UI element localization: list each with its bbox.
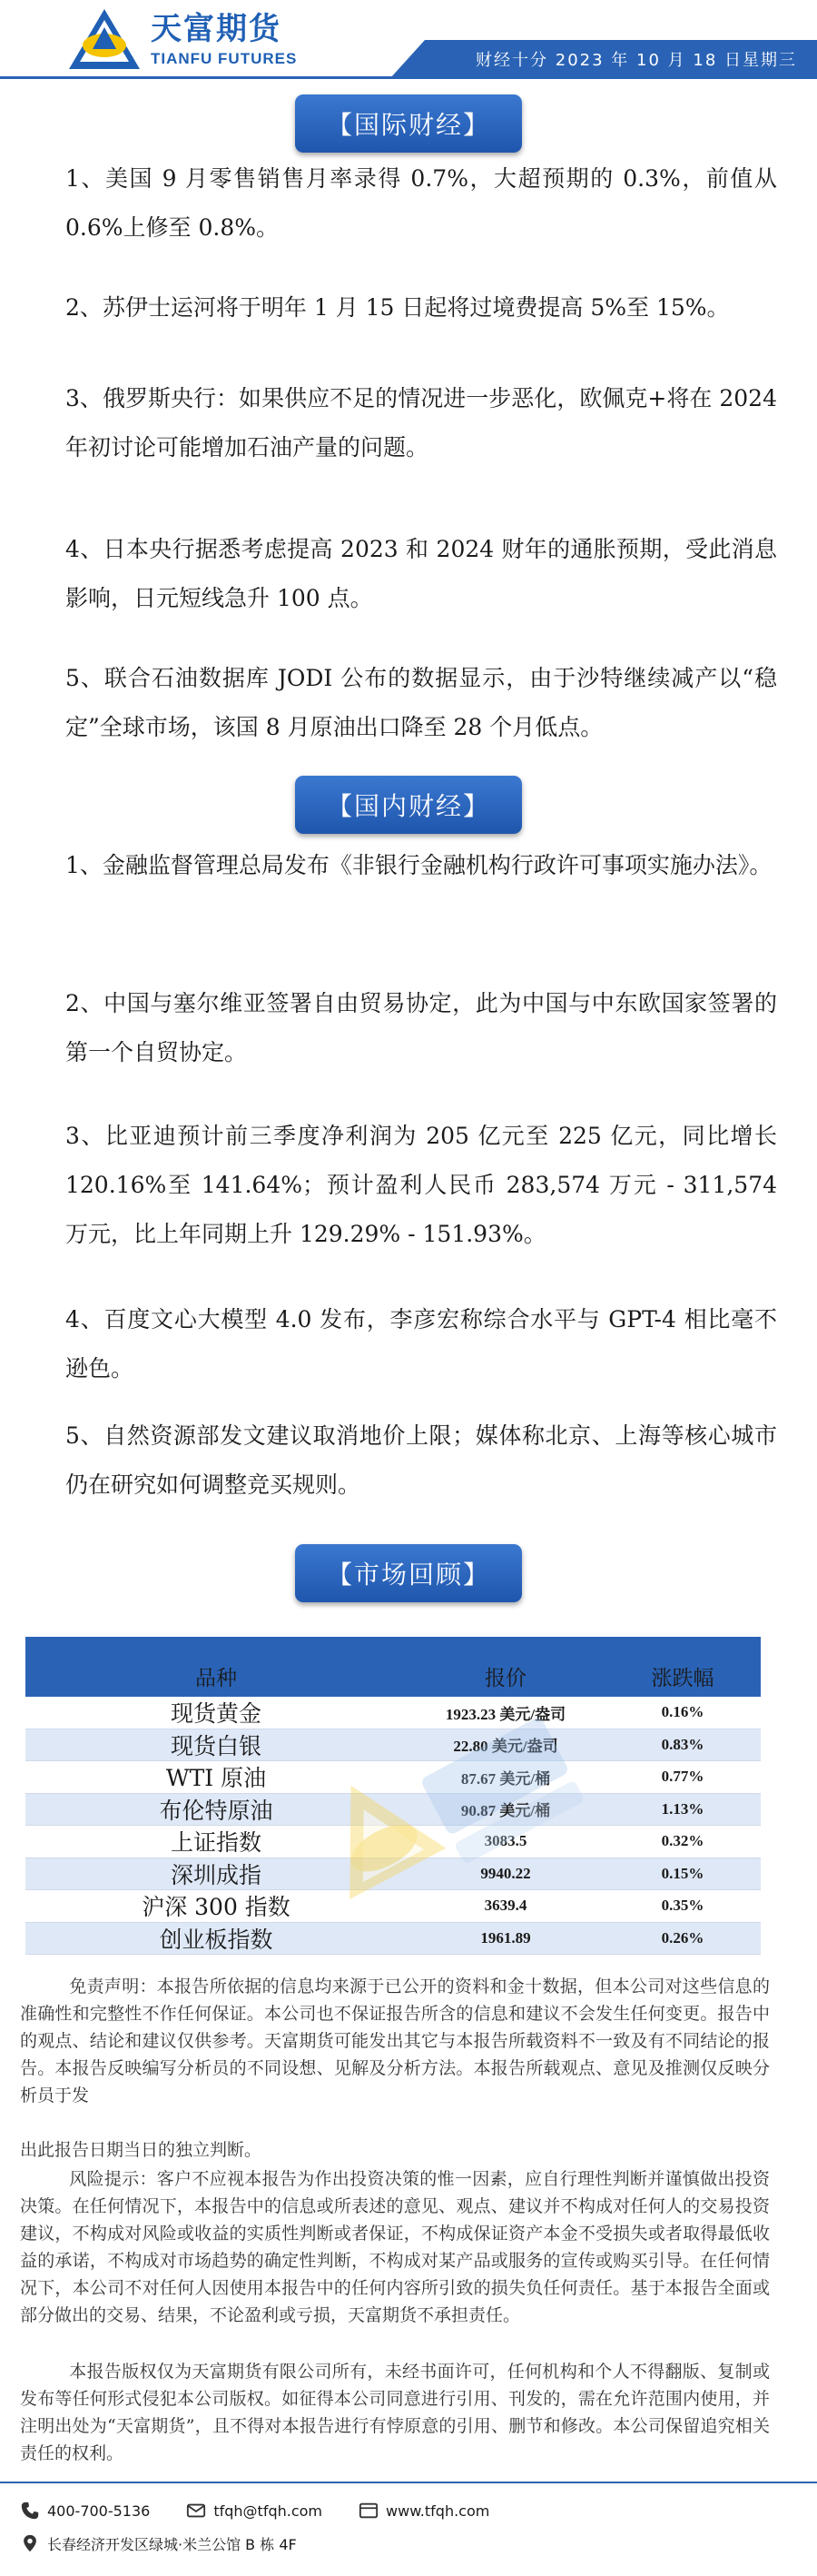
section-title-market: 【市场回顾】 [295, 1544, 522, 1602]
tianfu-logo-icon [65, 5, 143, 73]
row-change: 0.83% [661, 1735, 704, 1753]
header-divider [0, 76, 817, 79]
report-header [0, 0, 817, 78]
row-name: 创业板指数 [159, 1926, 273, 1953]
row-price: 87.67 美元/桶 [460, 1769, 551, 1788]
disclaimer-tail: 出此报告日期当日的独立判断。 [20, 2140, 262, 2160]
row-change: 0.77% [661, 1768, 704, 1786]
row-price: 90.87 美元/桶 [460, 1802, 551, 1820]
brand-name-cn: 天富期货 [151, 11, 281, 47]
report-date: 财经十分 2023 年 10 月 18 日星期三 [476, 51, 797, 70]
row-name: 沪深 300 指数 [142, 1894, 290, 1921]
market-table-header [25, 1637, 761, 1697]
row-change: 1.13% [661, 1799, 704, 1818]
table-row [25, 1923, 761, 1956]
contact-footer [20, 2494, 801, 2560]
table-row [25, 1890, 761, 1923]
dom-item-2: 2、中国与塞尔维亚签署自由贸易协定，此为中国与中东欧国家签署的第一个自贸协定。 [65, 990, 777, 1065]
row-change: 0.16% [661, 1703, 704, 1721]
header-name: 品种 [195, 1667, 237, 1690]
row-name: 现货白银 [170, 1732, 261, 1759]
disclaimer-text: 免责声明：本报告所依据的信息均来源于已公开的资料和金十数据，但本公司对这些信息的准确性和完整性不作任何保证。本公司也不保证报告所含的信息和建议不会发生任何变更。报告中的观点、结论和建议仅供参考。天富期货可能发出其它与本报告所载资料不一致及有不同结论的报告。本报告反映编写分析员的不同设想、见解及分析方法。本报告所载观点、意见及推测仅反映分析员于发 [20, 1977, 770, 2105]
footer-website[interactable] [359, 2501, 489, 2521]
email-icon [186, 2501, 206, 2521]
risk-warning-text: 风险提示：客户不应视本报告为作出投资决策的惟一因素，应自行理性判断并谨慎做出投资决策。在任何情况下，本报告中的信息或所表述的意见、观点、建议并不构成对任何人的交易投资建议，不构成对风险或收益的实质性判断或者保证，不构成保证资产本金不受损失或者取得最低收益的承诺，不构成对市场趋势的确定性判断，不构成对某产品或服务的宣传或购买引导。在任何情况下，本公司不对任何人因使用本报告中的任何内容所引致的损失负任何责任。基于本报告全面或部分做出的交易、结果，不论盈利或亏损，天富期货不承担责任。 [20, 2169, 770, 2325]
row-price: 1923.23 美元/盎司 [445, 1705, 566, 1723]
intl-item-2: 2、苏伊士运河将于明年 1 月 15 日起将过境费提高 5%至 15%。 [65, 294, 730, 321]
table-row [25, 1858, 761, 1891]
dom-item-4: 4、百度文心大模型 4.0 发布，李彦宏称综合水平与 GPT-4 相比毫不逊色。 [65, 1306, 777, 1382]
dom-item-3: 3、比亚迪预计前三季度净利润为 205 亿元至 225 亿元，同比增长 120.16%至 141.64%；预计盈利人民币 283,574 万元 - 311,574 万元，比上年同期上升 129.29% - 151.93%。 [65, 1123, 777, 1247]
intl-item-1: 1、美国 9 月零售销售月率录得 0.7%，大超预期的 0.3%，前值从 0.6%上修至 0.8%。 [65, 165, 777, 241]
header-change: 涨跌幅 [651, 1667, 714, 1690]
brand-name-en: TIANFU FUTURES [151, 50, 298, 67]
footer-email[interactable] [186, 2501, 322, 2521]
row-change: 0.15% [661, 1864, 704, 1882]
phone-number: 400-700-5136 [47, 2502, 151, 2520]
row-change: 0.32% [661, 1832, 704, 1850]
footer-divider [0, 2482, 817, 2483]
header-price: 报价 [485, 1667, 527, 1690]
intl-item-5: 5、联合石油数据库 JODI 公布的数据显示，由于沙特继续减产以“稳定”全球市场，该国 8 月原油出口降至 28 个月低点。 [65, 665, 777, 740]
risk-warning-paragraph [20, 2165, 770, 2329]
footer-address [20, 2533, 297, 2554]
row-price: 3083.5 [484, 1832, 527, 1850]
table-row [25, 1761, 761, 1794]
row-name: 深圳成指 [170, 1861, 261, 1888]
dom-item-1: 1、金融监督管理总局发布《非银行金融机构行政许可事项实施办法》。 [65, 852, 773, 878]
section-title-international: 【国际财经】 [295, 94, 522, 153]
copyright-paragraph [20, 2358, 770, 2467]
table-row [25, 1826, 761, 1858]
row-change: 0.35% [661, 1897, 704, 1915]
phone-icon [20, 2501, 40, 2521]
disclaimer-paragraph [20, 1973, 770, 2109]
email-address: tfqh@tfqh.com [213, 2502, 323, 2520]
row-price: 9940.22 [480, 1864, 531, 1882]
browser-icon [359, 2501, 379, 2521]
intl-item-3: 3、俄罗斯央行：如果供应不足的情况进一步恶化，欧佩克+将在 2024 年初讨论可能增加石油产量的问题。 [65, 385, 777, 461]
row-price: 1961.89 [480, 1928, 531, 1947]
dom-item-5: 5、自然资源部发文建议取消地价上限；媒体称北京、上海等核心城市仍在研究如何调整竞买规则。 [65, 1422, 777, 1498]
address-text: 长春经济开发区绿城·米兰公馆 B 栋 4F [47, 2535, 297, 2553]
market-review-table [25, 1637, 761, 1955]
intl-item-4: 4、日本央行据悉考虑提高 2023 和 2024 财年的通胀预期，受此消息影响，日元短线急升 100 点。 [65, 536, 777, 611]
row-name: WTI 原油 [165, 1765, 267, 1792]
row-change: 0.26% [661, 1928, 704, 1947]
brand-block [151, 11, 297, 69]
row-name: 布伦特原油 [159, 1797, 273, 1824]
website-url: www.tfqh.com [386, 2502, 490, 2520]
section-title-domestic: 【国内财经】 [295, 776, 522, 834]
table-row [25, 1794, 761, 1827]
row-name: 现货黄金 [170, 1700, 261, 1728]
table-row [25, 1697, 761, 1729]
location-pin-icon [20, 2533, 40, 2553]
table-row [25, 1729, 761, 1762]
copyright-text: 本报告版权仅为天富期货有限公司所有，未经书面许可，任何机构和个人不得翻版、复制或发布等任何形式侵犯本公司版权。如征得本公司同意进行引用、刊发的，需在允许范围内使用，并注明出处为“天富期货”，且不得对本报告进行有悖原意的引用、删节和修改。本公司保留追究相关责任的权利。 [20, 2362, 770, 2463]
row-name: 上证指数 [170, 1829, 261, 1857]
row-price: 3639.4 [484, 1897, 527, 1915]
footer-phone[interactable] [20, 2501, 150, 2521]
row-price: 22.80 美元/盎司 [453, 1738, 558, 1756]
